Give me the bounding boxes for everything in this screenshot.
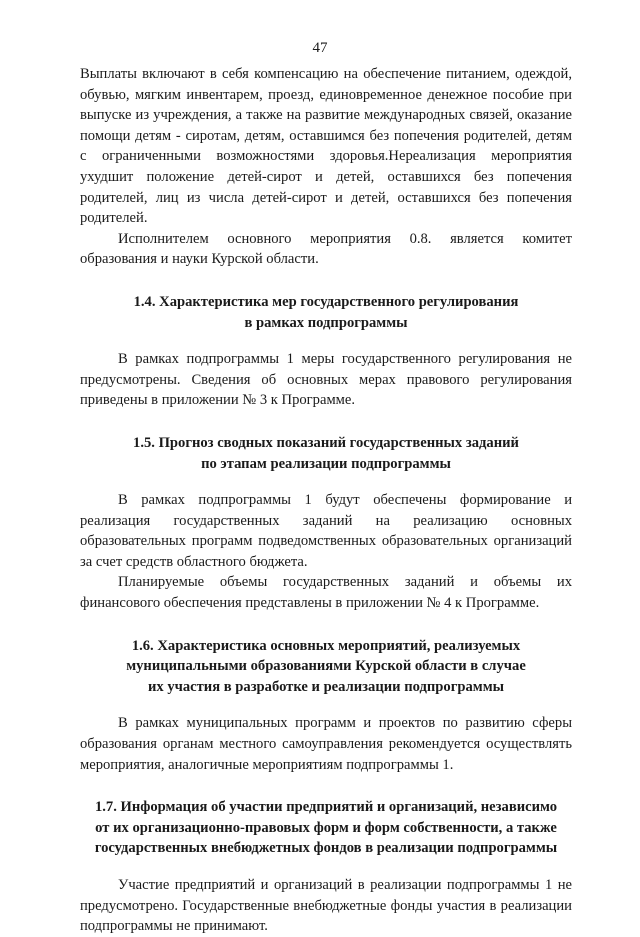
paragraph-regulation: В рамках подпрограммы 1 меры государственного регулирования не предусмотрены. Сведения об основных мерах правового регулирования приведены в приложении № 3 к Программе. — [80, 351, 572, 409]
heading-1-7-line-1: 1.7. Информация об участии предприятий и организаций, независимо — [94, 799, 558, 816]
heading-1-7-line-2: от их организационно-правовых форм и форм собственности, а также — [95, 819, 557, 836]
heading-1-4 — [80, 292, 572, 333]
heading-1-4-line-2: в рамках подпрограммы — [244, 314, 408, 331]
heading-1-5-line-2: по этапам реализации подпрограммы — [201, 455, 451, 472]
page-number: 47 — [312, 40, 328, 56]
heading-1-5-line-1: 1.5. Прогноз сводных показаний государственных заданий — [133, 434, 519, 451]
paragraph-planned-volumes: Планируемые объемы государственных заданий и объемы их финансового обеспечения представлены в приложении № 4 к Программе. — [80, 574, 572, 612]
paragraph-executor: Исполнителем основного мероприятия 0.8. является комитет образования и науки Курской области. — [80, 230, 572, 268]
paragraph-municipal: В рамках муниципальных программ и проектов по развитию сферы образования органам местного самоуправления рекомендуется осуществлять мероприятия, аналогичные мероприятиям подпрограммы 1. — [80, 715, 572, 773]
page-content — [80, 64, 572, 937]
paragraph-participation: Участие предприятий и организаций в реализации подпрограммы 1 не предусмотрено. Государственные внебюджетные фонды участия в реализации подпрограммы не принимают. — [80, 877, 572, 935]
heading-1-5 — [80, 433, 572, 474]
heading-1-6-line-3: их участия в разработке и реализации подпрограммы — [147, 678, 505, 695]
heading-1-7 — [80, 797, 572, 859]
heading-1-6-line-2: муниципальными образованиями Курской области в случае — [126, 658, 526, 675]
heading-1-4-line-1: 1.4. Характеристика мер государственного регулирования — [133, 293, 519, 310]
paragraph-state-tasks: В рамках подпрограммы 1 будут обеспечены формирование и реализация государственных заданий на реализацию основных образовательных программ подведомственных образовательных организаций за счет средств областного бюджета. — [80, 492, 572, 570]
heading-1-7-line-3: государственных внебюджетных фондов в реализации подпрограммы — [94, 840, 558, 857]
paragraph-payments: Выплаты включают в себя компенсацию на обеспечение питанием, одеждой, обувью, мягким инвентарем, проезд, единовременное денежное пособие при выпуске из учреждения, а также на развитие международных связей, оказание помощи детям - сиротам, детям, оставшимся без попечения родителей, детям с ограниченными возможностями здоровья.Нереализация мероприятия ухудшит положение детей-сирот и детей, оставшихся без попечения родителей, лиц из числа детей-сирот и детей, оставшихся без попечения родителей. — [80, 66, 572, 227]
heading-1-6 — [80, 636, 572, 698]
heading-1-6-line-1: 1.6. Характеристика основных мероприятий, реализуемых — [131, 637, 521, 654]
